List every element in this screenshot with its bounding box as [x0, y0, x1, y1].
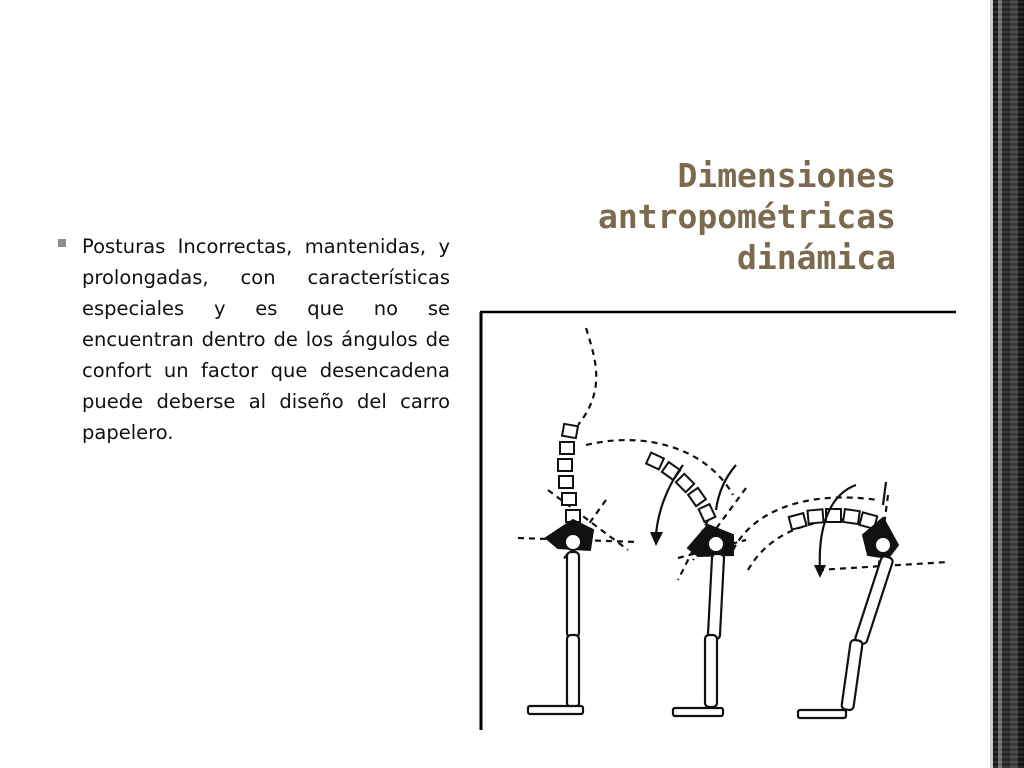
title-line-3: dinámica — [737, 238, 896, 277]
spine-flexion-diagram — [478, 310, 956, 730]
square-bullet-icon — [58, 239, 66, 247]
title-line-2: antropométricas — [597, 197, 896, 236]
decorative-border — [990, 0, 1024, 768]
bullet-text: Posturas Incorrectas, mantenidas, y prolongadas, con características especiales y es que no se encuentran dentro de los ángulos de confort un factor que desencadena puede deberse al diseño del carro papelero. — [82, 235, 450, 444]
slide-title — [536, 155, 896, 278]
title-line-1: Dimensiones — [677, 156, 896, 195]
